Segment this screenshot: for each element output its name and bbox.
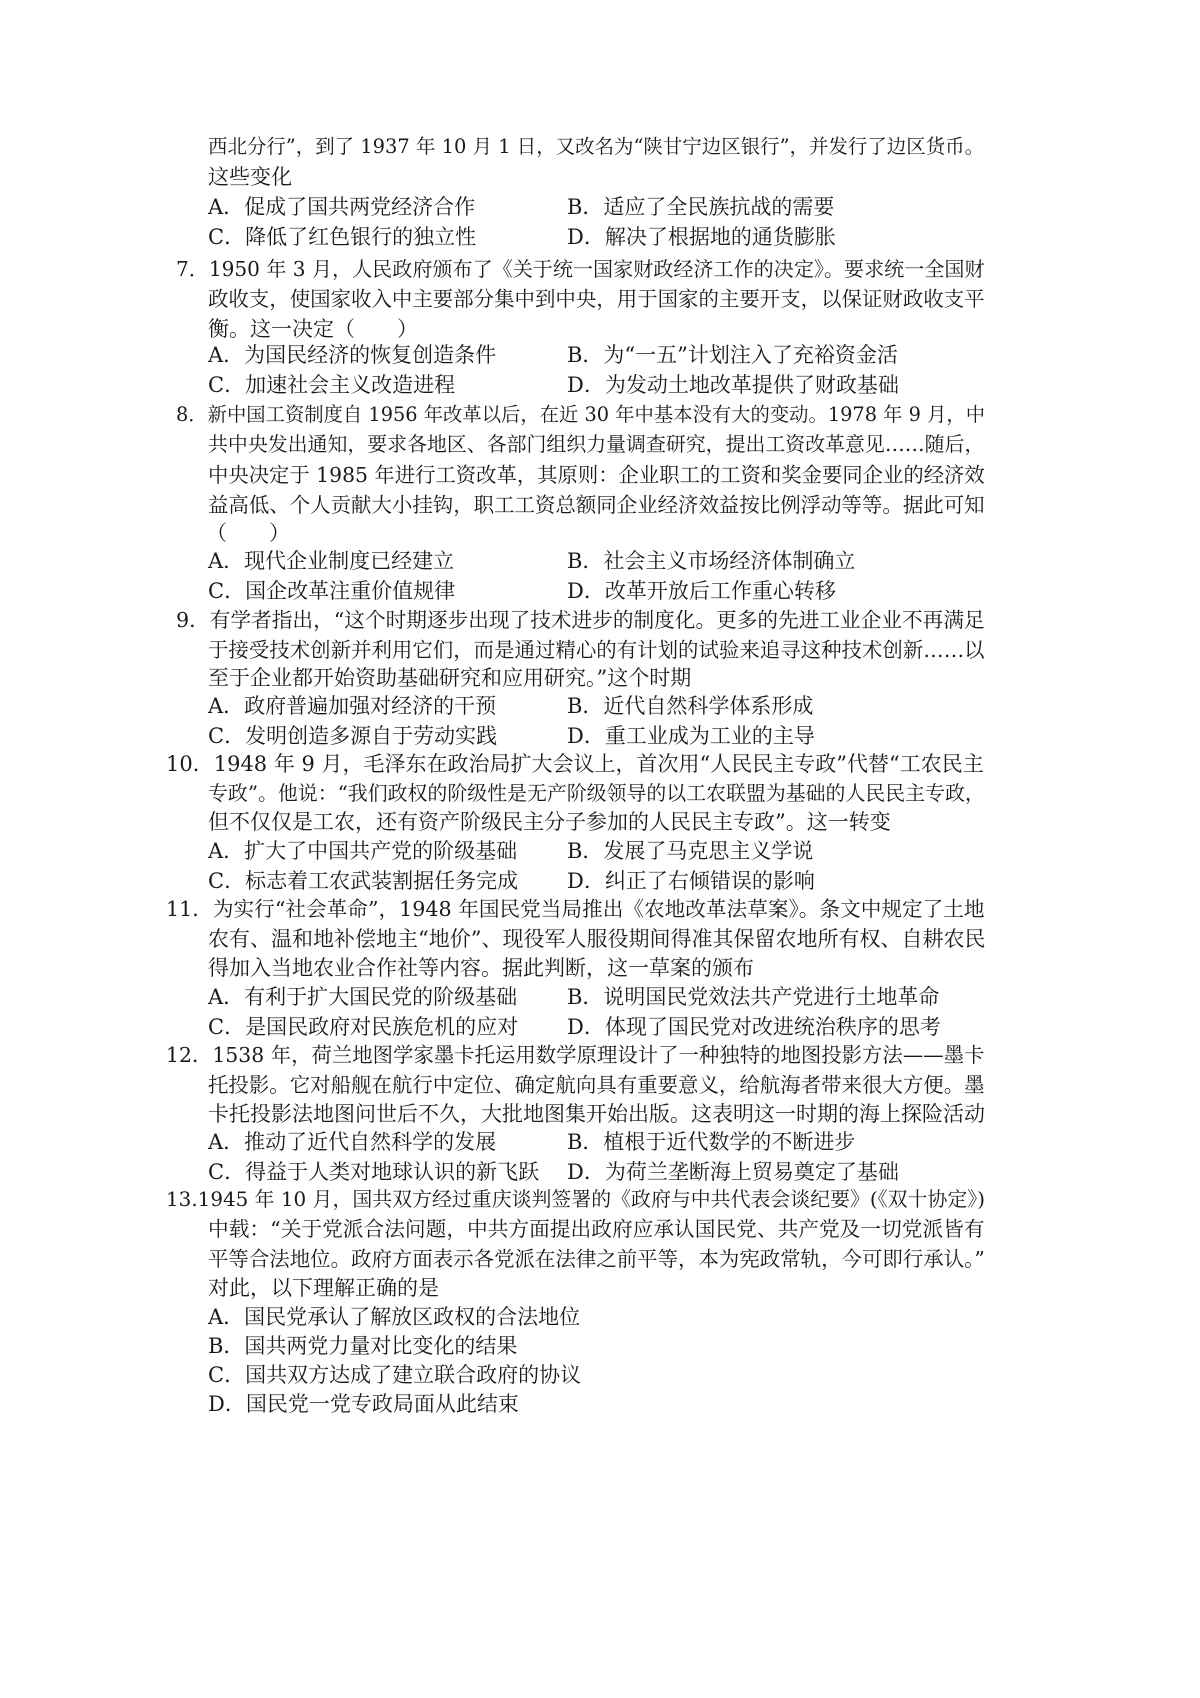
option-c: C．发明创造多源自于劳动实践 — [208, 724, 498, 748]
option-b: B．植根于近代数学的不断进步 — [567, 1130, 856, 1154]
question-stem-line: （ ） — [206, 521, 290, 545]
question-stem-line: 中央决定于 1985 年进行工资改革，其原则：企业职工的工资和奖金要同企业的经济效 — [208, 463, 985, 487]
option-c: C．国共双方达成了建立联合政府的协议 — [208, 1363, 582, 1387]
option-a: A．有利于扩大国民党的阶级基础 — [208, 985, 518, 1009]
question-stem-line: 9．有学者指出，“这个时期逐步出现了技术进步的制度化。更多的先进工业企业不再满足 — [176, 608, 985, 632]
question-stem-line: 共中央发出通知，要求各地区、各部门组织力量调查研究，提出工资改革意见……随后， — [208, 433, 985, 456]
question-stem-line: 卡托投影法地图问世后不久，大批地图集开始出版。这表明这一时期的海上探险活动 — [208, 1102, 985, 1126]
option-c: C．国企改革注重价值规律 — [208, 579, 456, 603]
option-b: B．为“一五”计划注入了充裕资金活 — [567, 343, 898, 367]
question-stem-line: 托投影。它对船舰在航行中定位、确定航向具有重要意义，给航海者带来很大方便。墨 — [208, 1073, 985, 1097]
option-a: A．为国民经济的恢复创造条件 — [208, 343, 497, 367]
question-stem-line: 政收支，使国家收入中主要部分集中到中央，用于国家的主要开支，以保证财政收支平 — [208, 287, 985, 311]
option-d: D．国民党一党专政局面从此结束 — [208, 1392, 519, 1416]
question-stem-line: 西北分行”，到了 1937 年 10 月 1 日，又改名为“陕甘宁边区银行”，并发行了边区货币。 — [208, 135, 985, 158]
option-c: C．标志着工农武装割据任务完成 — [208, 869, 519, 893]
question-stem-line: 这些变化 — [208, 165, 292, 189]
question-stem-line: 7．1950 年 3 月，人民政府颁布了《关于统一国家财政经济工作的决定》。要求统一全国财 — [176, 257, 985, 281]
option-a: A．促成了国共两党经济合作 — [208, 195, 476, 219]
option-d: D．重工业成为工业的主导 — [567, 724, 815, 748]
option-a: A．国民党承认了解放区政权的合法地位 — [208, 1305, 581, 1329]
question-stem-line: 衡。这一决定（ ） — [208, 317, 418, 341]
option-d: D．体现了国民党对改进统治秩序的思考 — [567, 1015, 941, 1039]
option-a: A．扩大了中国共产党的阶级基础 — [208, 839, 518, 863]
option-c: C．是国民政府对民族危机的应对 — [208, 1015, 519, 1039]
option-c: C．加速社会主义改造进程 — [208, 373, 456, 397]
option-a: A．现代企业制度已经建立 — [208, 549, 455, 573]
option-d: D．为发动土地改革提供了财政基础 — [567, 373, 899, 397]
option-d: D．解决了根据地的通货膨胀 — [567, 225, 836, 249]
question-stem-line: 至于企业都开始资助基础研究和应用研究。”这个时期 — [208, 666, 692, 690]
option-c: C．降低了红色银行的独立性 — [208, 225, 477, 249]
question-stem-line: 专政”。他说：“我们政权的阶级性是无产阶级领导的以工农联盟为基础的人民民主专政， — [208, 782, 985, 805]
question-stem-line: 8．新中国工资制度自 1956 年改革以后，在近 30 年中基本没有大的变动。1978 年 9 月，中 — [176, 403, 986, 426]
option-c: C．得益于人类对地球认识的新飞跃 — [208, 1160, 540, 1184]
option-b: B．近代自然科学体系形成 — [567, 694, 814, 718]
question-stem-line: 对此，以下理解正确的是 — [208, 1276, 439, 1300]
question-stem-line: 12．1538 年，荷兰地图学家墨卡托运用数学原理设计了一种独特的地图投影方法——墨卡 — [166, 1043, 985, 1067]
option-d: D．改革开放后工作重心转移 — [567, 579, 836, 603]
option-b: B．适应了全民族抗战的需要 — [567, 195, 835, 219]
option-a: A．政府普遍加强对经济的干预 — [208, 694, 497, 718]
question-stem-line: 11．为实行“社会革命”，1948 年国民党当局推出《农地改革法草案》。条文中规定了土地 — [166, 897, 985, 921]
question-stem-line: 益高低、个人贡献大小挂钩，职工工资总额同企业经济效益按比例浮动等等。据此可知 — [208, 493, 985, 517]
option-d: D．纠正了右倾错误的影响 — [567, 869, 815, 893]
option-b: B．说明国民党效法共产党进行土地革命 — [567, 985, 940, 1009]
question-stem-line: 10．1948 年 9 月，毛泽东在政治局扩大会议上，首次用“人民民主专政”代替“工农民主 — [166, 752, 984, 776]
question-stem-line: 平等合法地位。政府方面表示各党派在法律之前平等，本为宪政常轨，今可即行承认。” — [208, 1247, 985, 1271]
option-b: B．社会主义市场经济体制确立 — [567, 549, 856, 573]
question-stem-line: 中载：“关于党派合法问题，中共方面提出政府应承认国民党、共产党及一切党派皆有 — [208, 1217, 985, 1241]
question-stem-line: 于接受技术创新并利用它们，而是通过精心的有计划的试验来追寻这种技术创新……以 — [208, 638, 985, 662]
option-b: B．发展了马克思主义学说 — [567, 839, 814, 863]
question-stem-line: 农有、温和地补偿地主“地价”、现役军人服役期间得准其保留农地所有权、自耕农民 — [208, 927, 986, 951]
option-b: B．国共两党力量对比变化的结果 — [208, 1334, 518, 1358]
question-stem-line: 但不仅仅是工农，还有资产阶级民主分子参加的人民民主专政”。这一转变 — [208, 810, 891, 834]
option-a: A．推动了近代自然科学的发展 — [208, 1130, 497, 1154]
option-d: D．为荷兰垄断海上贸易奠定了基础 — [567, 1160, 899, 1184]
question-stem-line: 13.1945 年 10 月，国共双方经过重庆谈判签署的《政府与中共代表会谈纪要》(《双十协定》) — [166, 1188, 985, 1211]
question-stem-line: 得加入当地农业合作社等内容。据此判断，这一草案的颁布 — [208, 956, 754, 980]
